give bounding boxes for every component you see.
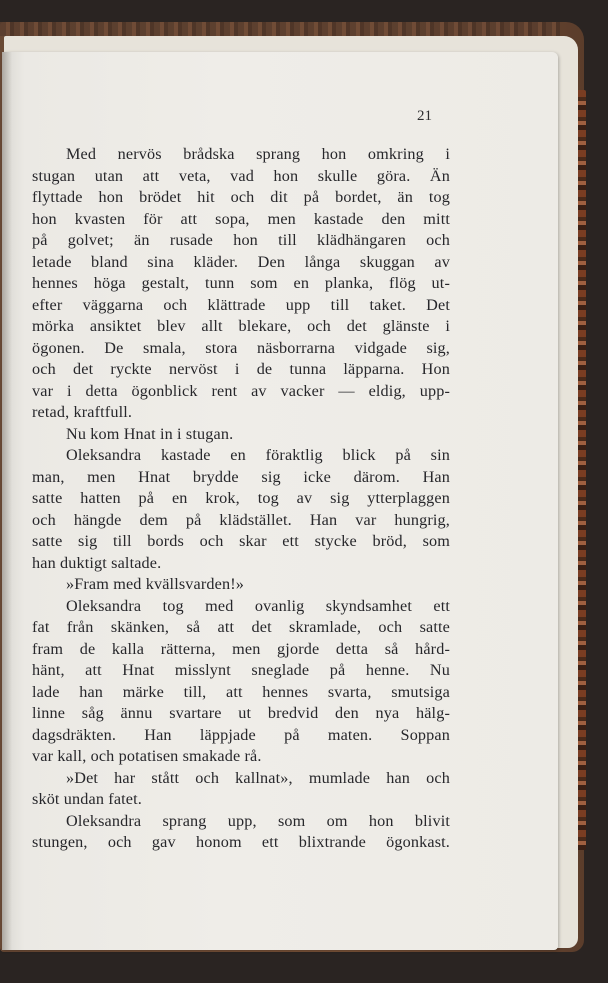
text-line: hon kvasten för att sopa, men kastade den mitt	[32, 209, 450, 228]
text-line: hennes höga gestalt, tunn som en planka, flög ut-	[32, 274, 450, 292]
text-line: Oleksandra sprang upp, som om hon blivit	[66, 811, 450, 830]
text-line: var i detta ögonblick rent av vacker — eldig, upp-	[32, 381, 450, 400]
text-line: han duktigt saltade.	[32, 553, 162, 572]
text-line: lade han märke till, att hennes svarta, smutsiga	[32, 682, 450, 701]
text-line: och hängde dem på klädstället. Han var hungrig,	[32, 510, 450, 529]
text-line: var kall, och potatisen smakade rå.	[32, 747, 262, 765]
text-line: stungen, och gav honom ett blixtrande ögonkast.	[32, 833, 450, 851]
gutter-shadow	[2, 52, 12, 950]
cover-top-edge	[0, 22, 560, 36]
text-line: och det ryckte nervöst i de tunna läpparna. Hon	[32, 360, 450, 378]
text-line: dagsdräkten. Han läppjade på maten. Soppan	[32, 725, 450, 744]
text-line: fram de kalla rätterna, men gjorde detta så hård-	[32, 639, 450, 658]
text-line: »Det har stått och kallnat», mumlade han och	[66, 768, 450, 787]
text-line: ögonen. De smala, stora näsborrarna vidgade sig,	[32, 338, 450, 357]
text-line: letade bland sina kläder. Den långa skuggan av	[32, 252, 450, 271]
text-line: mörka ansiktet blev allt blekare, och det glänste i	[32, 317, 450, 335]
page-number: 21	[417, 108, 432, 124]
text-line: flyttade hon brödet hit och dit på bordet, än tog	[32, 188, 450, 206]
text-line: efter väggarna och klättrade upp till taket. Det	[32, 295, 450, 314]
text-line: Nu kom Hnat in i stugan.	[66, 424, 234, 443]
text-line: man, men Hnat brydde sig icke därom. Han	[32, 467, 450, 486]
text-line: hänt, att Hnat misslynt sneglade på henne. Nu	[32, 661, 450, 679]
text-line: Med nervös brådska sprang hon omkring i	[66, 145, 450, 163]
body-text	[32, 144, 450, 854]
text-line: Oleksandra kastade en föraktlig blick på sin	[66, 446, 450, 464]
text-line: retad, kraftfull.	[32, 403, 133, 421]
text-line: linne såg ännu svartare ut bredvid den nya hälg-	[32, 704, 450, 722]
text-line: »Fram med kvällsvarden!»	[66, 575, 245, 593]
text-line: satte hatten på en krok, tog av sig ytterplaggen	[32, 489, 450, 507]
text-line: sköt undan fatet.	[32, 790, 142, 808]
text-line: stugan utan att veta, vad hon skulle göra. Än	[32, 166, 450, 185]
text-line: på golvet; än rusade hon till klädhängaren och	[32, 231, 450, 249]
text-line: Oleksandra tog med ovanlig skyndsamhet ett	[66, 596, 450, 615]
text-line: fat från skänken, så att det skramlade, och satte	[32, 618, 450, 636]
text-line: satte sig till bords och skar ett stycke bröd, som	[32, 532, 450, 550]
